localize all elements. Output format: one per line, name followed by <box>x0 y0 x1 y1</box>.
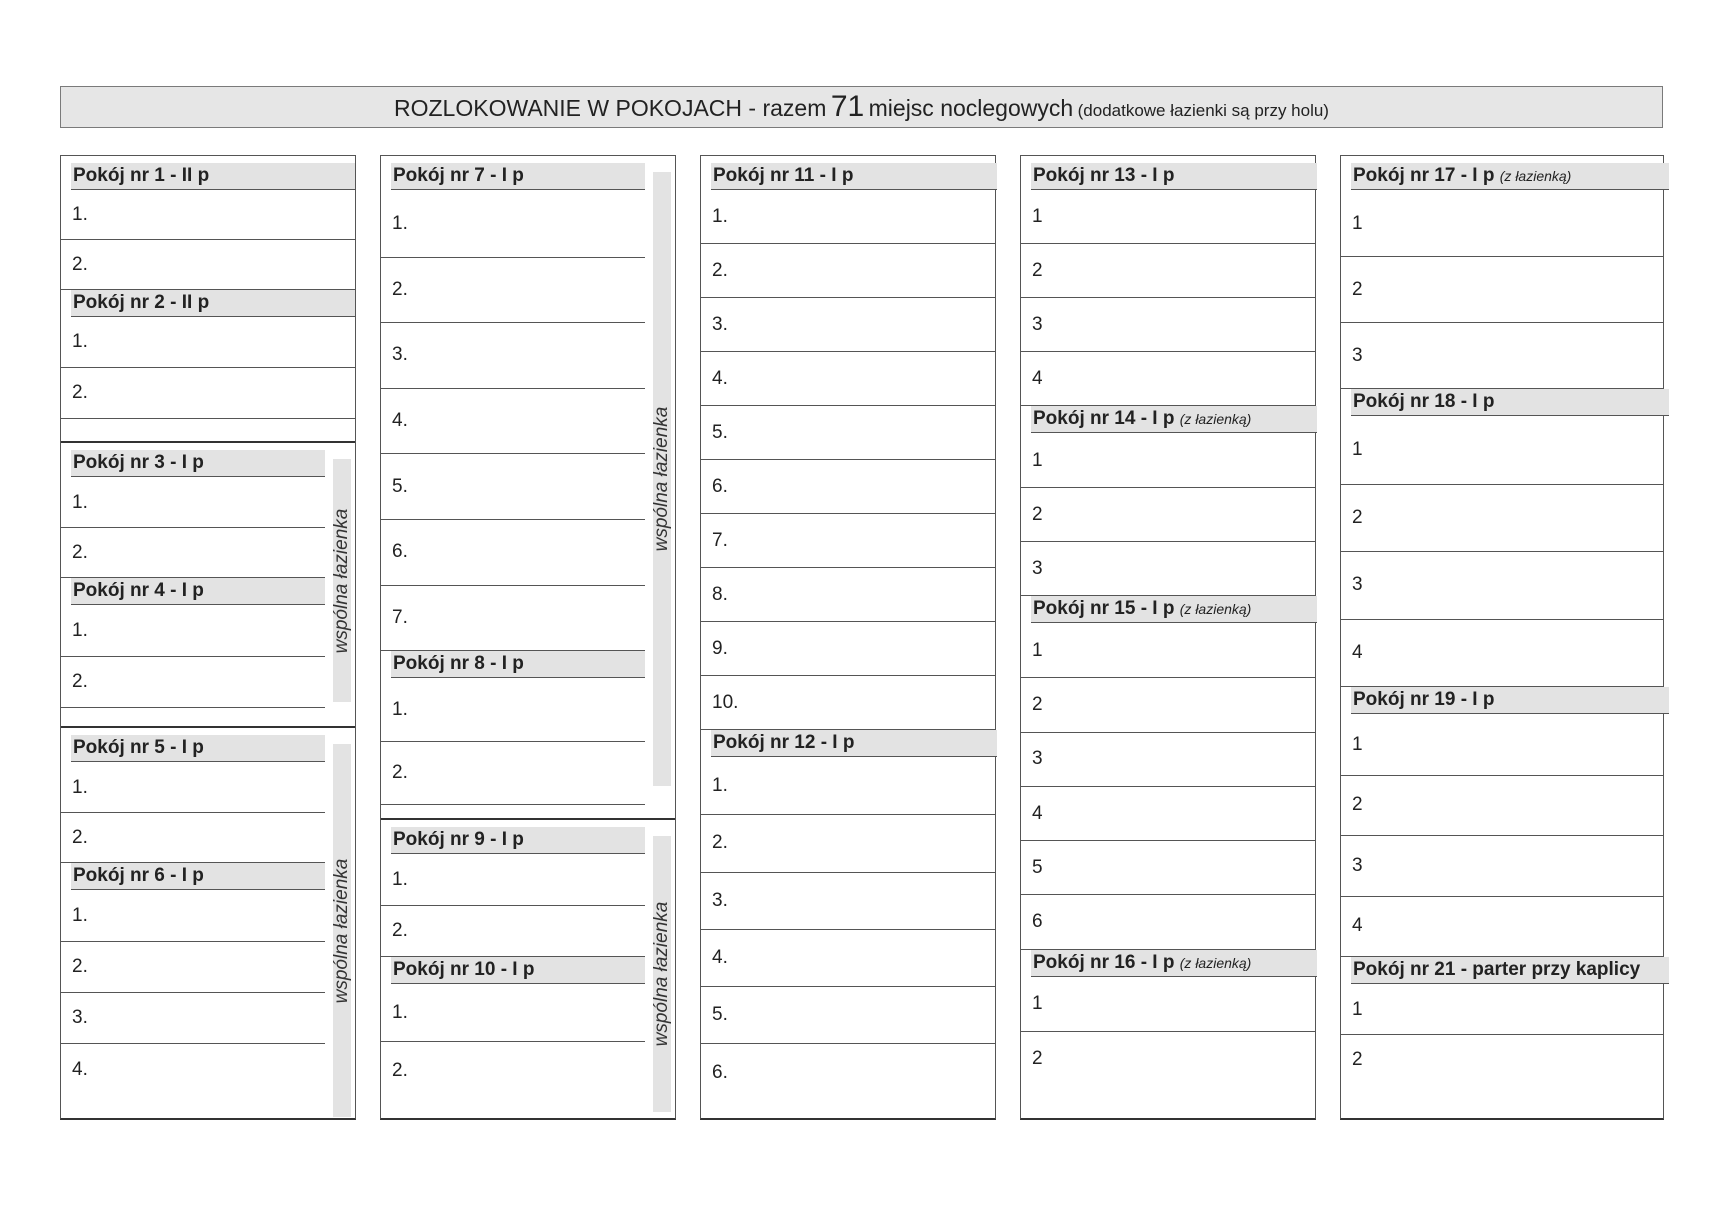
bed-slot[interactable]: 2. <box>61 368 355 419</box>
room-title: Pokój nr 10 - I p <box>393 959 535 980</box>
shared-bathroom-label: wspólna łazienka <box>331 508 352 653</box>
room-header-r17 <box>1351 163 1669 190</box>
bed-slot[interactable]: 2. <box>61 813 325 863</box>
bed-slot[interactable]: 1. <box>61 606 325 657</box>
room-header-r16 <box>1031 950 1317 977</box>
bed-slot[interactable]: 2. <box>381 258 645 324</box>
bed-slot[interactable]: 1 <box>1341 715 1663 776</box>
room-note: (z łazienką) <box>1179 601 1252 617</box>
room-title: Pokój nr 8 - I p <box>393 653 524 675</box>
bed-slot[interactable]: 1. <box>381 192 645 258</box>
room-header-r7 <box>391 163 645 190</box>
bed-slot[interactable]: 2 <box>1021 244 1315 298</box>
title-number: 71 <box>830 90 865 123</box>
room-header-r11 <box>711 163 997 190</box>
bed-slot[interactable]: 1 <box>1021 624 1315 678</box>
bed-slot[interactable]: 2. <box>61 528 325 578</box>
bed-slot[interactable]: 3. <box>701 298 995 352</box>
shared-bathroom-bar <box>333 459 351 702</box>
bed-slot[interactable]: 1 <box>1021 434 1315 488</box>
bed-slot[interactable]: 5. <box>701 987 995 1044</box>
room-header-r14 <box>1031 406 1317 433</box>
bed-slot[interactable]: 3. <box>381 323 645 389</box>
bed-slot[interactable]: 2. <box>701 815 995 872</box>
title-main: ROZLOKOWANIE W POKOJACH - razem <box>394 95 827 121</box>
bed-slot[interactable]: 2 <box>1341 485 1663 553</box>
column-1 <box>60 155 356 1120</box>
bed-slot[interactable]: 3 <box>1341 323 1663 389</box>
room-header-r4 <box>71 578 325 605</box>
bed-slot[interactable]: 2 <box>1341 776 1663 837</box>
bed-slot[interactable]: 4 <box>1021 787 1315 841</box>
shared-bathroom-bar <box>653 172 671 786</box>
room-title: Pokój nr 7 - I p <box>393 165 524 186</box>
bed-slot[interactable]: 4. <box>381 389 645 455</box>
room-title: Pokój nr 2 - II p <box>73 292 210 313</box>
room-header-r1 <box>71 163 355 190</box>
column-2 <box>380 155 676 1120</box>
shared-bathroom-bar <box>333 744 351 1117</box>
bed-slot[interactable]: 1. <box>61 763 325 813</box>
bed-slot[interactable]: 2. <box>61 240 355 290</box>
column-4 <box>1020 155 1316 1120</box>
room-title: Pokój nr 4 - I p <box>73 580 204 601</box>
room-header-r19 <box>1351 687 1669 714</box>
room-header-r18 <box>1351 389 1669 416</box>
room-group <box>61 726 355 1080</box>
room-title: Pokój nr 12 - I p <box>713 732 855 753</box>
room-title: Pokój nr 9 - I p <box>393 829 524 850</box>
bed-slot[interactable]: 3 <box>1021 542 1315 596</box>
title-subtitle: (dodatkowe łazienki są przy holu) <box>1077 101 1329 120</box>
bed-slot[interactable]: 7. <box>381 586 645 652</box>
bed-slot[interactable]: 1. <box>61 478 325 528</box>
shared-bathroom-label: wspólna łazienka <box>651 901 672 1047</box>
bed-slot[interactable]: 2 <box>1341 257 1663 323</box>
room-title: Pokój nr 17 - I p <box>1353 165 1495 186</box>
bed-slot[interactable]: 1 <box>1021 978 1315 1032</box>
bed-slot[interactable]: 4. <box>72 1058 88 1080</box>
bed-slot[interactable]: 2. <box>701 244 995 298</box>
bed-slot[interactable]: 3 <box>1341 552 1663 620</box>
room-title: Pokój nr 13 - I p <box>1033 165 1175 186</box>
bed-slot[interactable]: 7. <box>701 514 995 568</box>
room-note: (z łazienką) <box>1499 168 1572 184</box>
bed-slot[interactable]: 2 <box>1352 1049 1363 1070</box>
room-title: Pokój nr 5 - I p <box>73 737 204 758</box>
bed-slot[interactable]: 9. <box>701 622 995 676</box>
shared-bathroom-label: wspólna łazienka <box>651 406 672 552</box>
bed-slot[interactable]: 6. <box>381 520 645 586</box>
room-group <box>381 818 675 1081</box>
room-group <box>61 441 355 692</box>
bed-slot[interactable]: 3. <box>701 873 995 930</box>
room-header-r2 <box>71 290 355 317</box>
room-title: Pokój nr 1 - II p <box>73 165 210 186</box>
bed-slot[interactable]: 1 <box>1341 191 1663 257</box>
bed-slot[interactable]: 2. <box>381 906 645 957</box>
room-header-r5 <box>71 735 325 762</box>
room-title: Pokój nr 15 - I p <box>1033 598 1175 619</box>
bed-slot[interactable]: 5 <box>1021 841 1315 895</box>
room-note: (z łazienką) <box>1179 954 1252 971</box>
bed-slot[interactable]: 1. <box>381 679 645 742</box>
bed-slot[interactable]: 8. <box>701 568 995 622</box>
column-3 <box>700 155 996 1120</box>
bed-slot[interactable]: 1. <box>61 190 355 240</box>
bed-slot[interactable]: 4 <box>1021 352 1315 406</box>
bed-slot[interactable]: 2. <box>392 1059 408 1081</box>
bed-slot[interactable]: 3 <box>1341 836 1663 897</box>
room-title: Pokój nr 6 - I p <box>73 865 204 886</box>
bed-slot[interactable]: 3 <box>1021 733 1315 787</box>
bed-slot[interactable]: 2. <box>61 942 325 993</box>
room-header-r12 <box>711 730 997 757</box>
bed-slot[interactable]: 5. <box>381 454 645 520</box>
bed-slot[interactable]: 1. <box>61 891 325 942</box>
bed-slot[interactable]: 3. <box>61 993 325 1044</box>
bed-slot[interactable]: 2. <box>381 742 645 805</box>
room-header-r9 <box>391 827 645 854</box>
bed-slot[interactable]: 1. <box>381 985 645 1042</box>
room-header-r15 <box>1031 596 1317 623</box>
room-header-r8 <box>391 651 645 678</box>
room-title: Pokój nr 16 - I p <box>1033 951 1175 973</box>
bed-slot[interactable]: 1 <box>1341 417 1663 485</box>
room-title: Pokój nr 18 - I p <box>1353 391 1495 412</box>
bed-slot[interactable]: 1. <box>701 190 995 244</box>
room-title: Pokój nr 3 - I p <box>73 452 204 473</box>
room-header-r6 <box>71 863 325 890</box>
bed-slot[interactable]: 6 <box>1021 896 1315 950</box>
bed-slot[interactable]: 4. <box>701 352 995 406</box>
bed-slot[interactable]: 5. <box>701 406 995 460</box>
bed-slot[interactable]: 1. <box>61 317 355 368</box>
bed-slot[interactable]: 1 <box>1021 190 1315 244</box>
room-header-r3 <box>71 450 325 477</box>
bed-slot[interactable]: 10. <box>701 676 995 730</box>
room-title: Pokój nr 19 - I p <box>1353 689 1495 710</box>
bed-slot[interactable]: 4. <box>701 930 995 987</box>
bed-slot[interactable]: 1 <box>1341 985 1663 1035</box>
bed-slot[interactable]: 2 <box>1032 1047 1043 1069</box>
bed-slot[interactable]: 4 <box>1341 620 1663 688</box>
page-title <box>60 86 1663 128</box>
room-note: (z łazienką) <box>1179 411 1252 427</box>
bed-slot[interactable]: 2 <box>1021 678 1315 732</box>
bed-slot[interactable]: 1. <box>381 855 645 906</box>
room-title: Pokój nr 14 - I p <box>1033 408 1175 429</box>
room-header-r10 <box>391 957 645 984</box>
bed-slot[interactable]: 4 <box>1341 897 1663 958</box>
bed-slot[interactable]: 2. <box>61 657 325 708</box>
column-5 <box>1340 155 1664 1120</box>
bed-slot[interactable]: 1. <box>701 758 995 815</box>
bed-slot[interactable]: 6. <box>712 1062 728 1084</box>
bed-slot[interactable]: 3 <box>1021 298 1315 352</box>
shared-bathroom-bar <box>653 836 671 1112</box>
shared-bathroom-label: wspólna łazienka <box>331 858 352 1003</box>
title-rest: miejsc noclegowych <box>868 95 1074 121</box>
room-header-r21 <box>1351 957 1669 984</box>
room-header-r13 <box>1031 163 1317 190</box>
bed-slot[interactable]: 2 <box>1021 488 1315 542</box>
room-title: Pokój nr 21 - parter przy kaplicy <box>1353 959 1641 980</box>
room-title: Pokój nr 11 - I p <box>713 165 854 186</box>
bed-slot[interactable]: 6. <box>701 460 995 514</box>
